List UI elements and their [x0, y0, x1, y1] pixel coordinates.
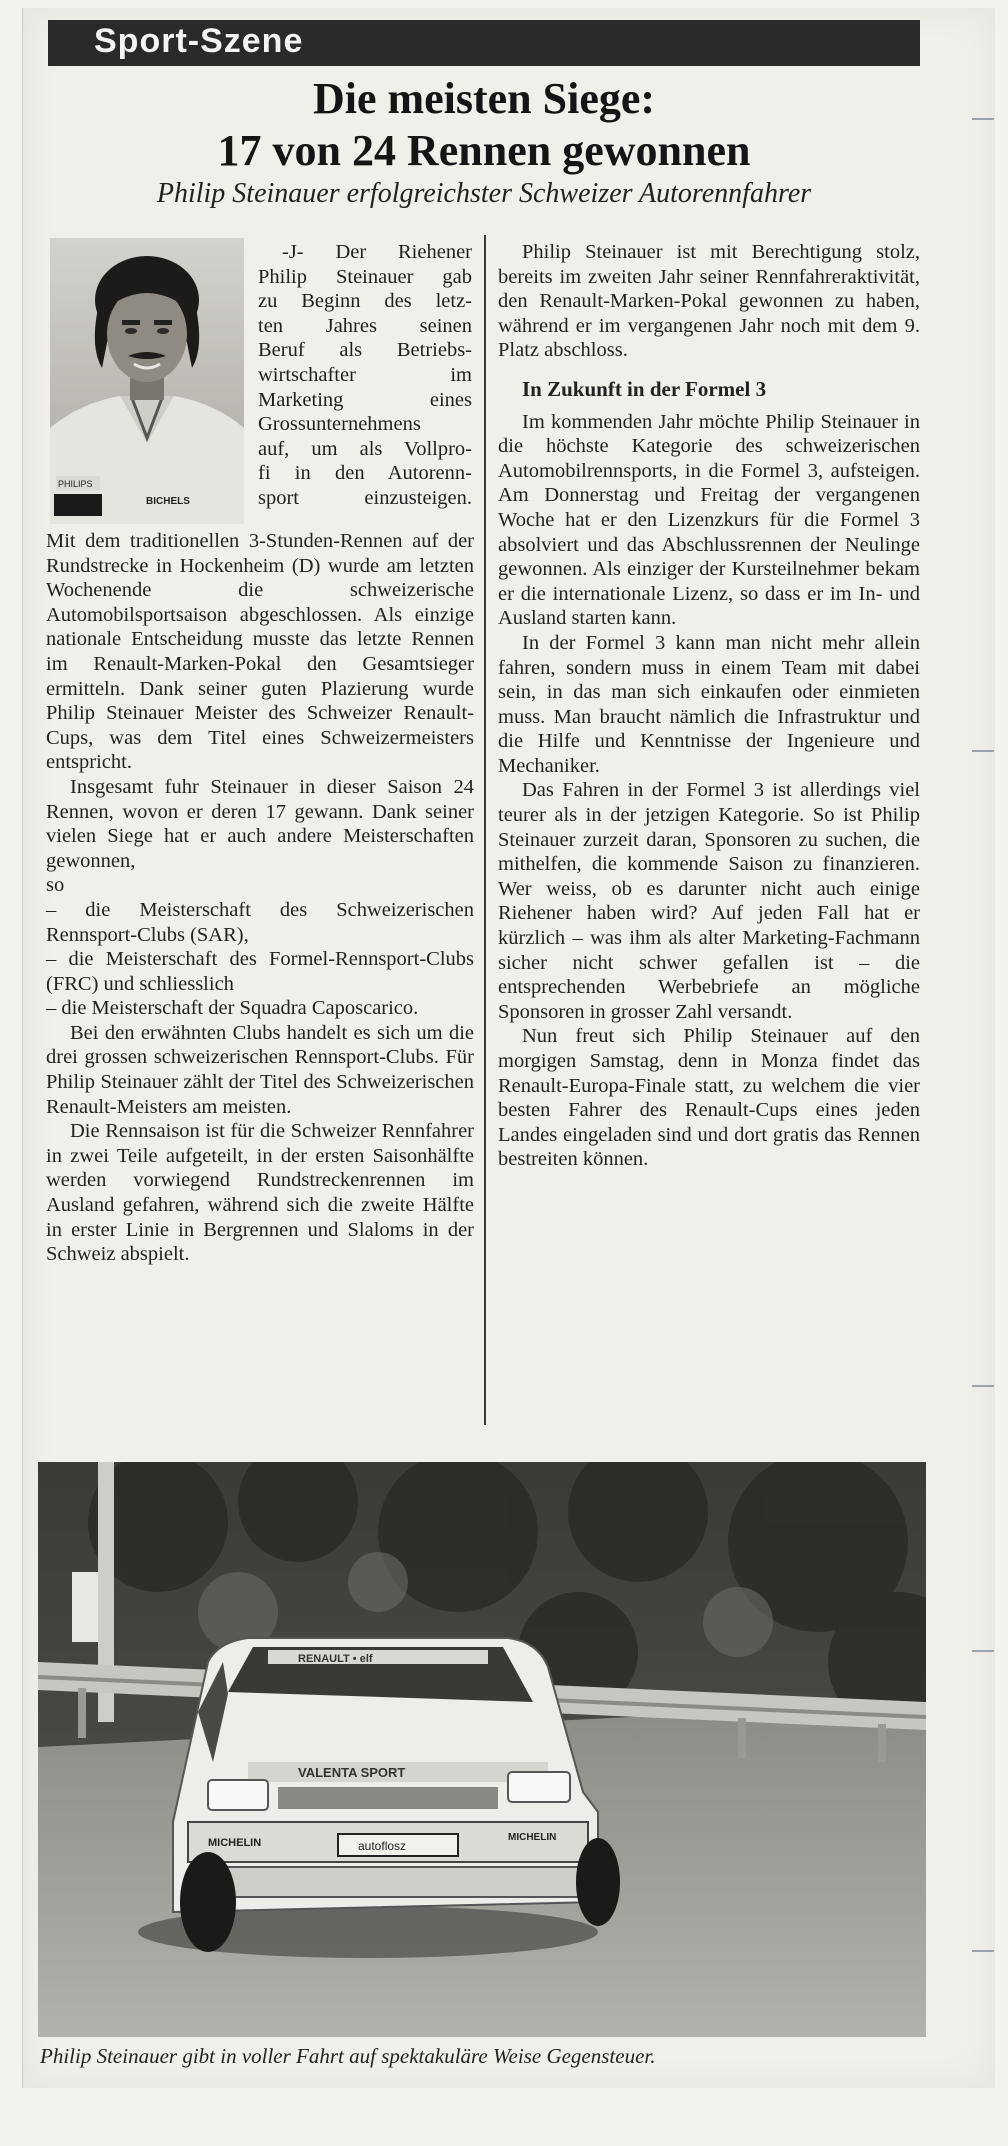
hood-sponsor: VALENTA SPORT: [298, 1765, 406, 1780]
championship-item-1: – die Meisterschaft des Schweizerischen Rennsport-Clubs (SAR),: [46, 898, 474, 946]
scan-mark: [972, 118, 994, 120]
lede-line: -J- Der Riehener: [282, 241, 472, 263]
lede-line: Marketing eines: [258, 388, 472, 411]
paragraph-clubs: Bei den erwähnten Clubs handelt es sich um die drei grossen schweizerischen Rennsport-Clubs. Für Philip Steinauer zählt der Titel des Schweizerischen Renault-Meisters am meisten.: [46, 1021, 474, 1118]
headline-line-1: Die meisten Siege:: [312, 74, 656, 123]
lede-line: zu Beginn des letz-: [258, 290, 472, 313]
lede-line: Beruf als Betriebs-: [258, 339, 472, 362]
championship-item-3: – die Meisterschaft der Squadra Caposcarico.: [46, 997, 419, 1020]
headline-line-2: 17 von 24 Rennen gewonnen: [217, 126, 751, 175]
lede-line: fi in den Autorenn-: [258, 462, 472, 485]
lede-line: ten Jahres seinen: [258, 314, 472, 337]
paragraph-team: In der Formel 3 kann man nicht mehr allein fahren, sondern muss in einem Team mit dabei sein, in das man sich einkaufen oder einmieten muss. Man braucht nämlich die Infrastruktur und die Hilfe und Kenntnisse der Ingenieure und Mechaniker.: [498, 631, 920, 777]
championship-item-2: – die Meisterschaft des Formel-Rennsport-Clubs (FRC) und schliesslich: [46, 948, 474, 995]
lede-line: sport einzusteigen.: [258, 486, 472, 509]
lede-line: wirtschafter im: [258, 363, 472, 386]
portrait-badge-left: PHILIPS: [58, 479, 93, 489]
paragraph-race-season: Die Rennsaison ist für die Schweizer Rennfahrer in zwei Teile aufgeteilt, in der ersten Saisonhälfte werden vorwiegend Rundstreckenrennen im Ausland gefahren, während sich die zweite Hälfte in erster Linie in Bergrennen und Slaloms in der Schweiz abspielt.: [46, 1120, 474, 1266]
column-rule: [484, 235, 486, 1425]
paragraph-intro-continued: Mit dem traditionellen 3-Stunden-Rennen auf der Rundstrecke in Hockenheim (D) wurde am letzten Wochenende die schweizerische Automobilsportsaison abgeschlossen. Als einzige nationale Entscheidung musste das letzte Rennen im Renault-Marken-Pokal den Gesamtsieger ermitteln. Dank seiner guten Plazierung wurde Philip Steinauer Meister des Schweizer Renault-Cups, was dem Titel eines Schweizermeisters entspricht.: [46, 530, 474, 774]
paragraph-sponsors: Das Fahren in der Formel 3 ist allerdings viel teurer als in der jetzigen Kategorie. So ist Philip Steinauer zurzeit daran, Sponsoren zu suchen, die mithelfen, die kommende Saison zu finanzieren. Wer weiss, ob es darunter nicht auch einige Riehener haben wird? Auf jeden Fall hat er kürzlich – was ihm als alter Marketing-Fachmann sicher nicht schwer gefallen ist – die entsprechenden Werbebriefe an mögliche Sponsoren in grosser Zahl versandt.: [498, 779, 920, 1023]
windshield-banner: RENAULT • elf: [298, 1653, 373, 1665]
scan-mark: [972, 1385, 994, 1387]
section-rubric-bar: [48, 20, 920, 66]
lede-line: auf, um als Vollpro-: [258, 437, 472, 460]
paragraph-so: so: [46, 874, 65, 897]
paragraph-monza: Nun freut sich Philip Steinauer auf den morgigen Samstag, denn in Monza findet das Renault-Europa-Finale statt, zu welchem die vier besten Fahrer des Renault-Cups eines jeden Landes eingeladen sind und dort gratis das Rennen bestreiten können.: [498, 1025, 920, 1171]
bumper-sponsor-right: MICHELIN: [508, 1832, 557, 1843]
scan-mark: [972, 750, 994, 752]
paragraph-pride: Philip Steinauer ist mit Berechtigung stolz, bereits im zweiten Jahr seiner Rennfahreraktivität, den Renault-Marken-Pokal gewonnen zu haben, während er im vergangenen Jahr noch mit dem 9. Platz abschloss.: [498, 241, 920, 362]
scan-mark: [972, 1950, 994, 1952]
photo-caption: Philip Steinauer gibt in voller Fahrt auf spektakuläre Weise Gegensteuer.: [40, 2044, 656, 2068]
number-plate: autoflosz: [358, 1839, 407, 1853]
section-rubric: Sport-Szene: [94, 22, 304, 60]
bumper-sponsor-left: MICHELIN: [208, 1837, 262, 1849]
lede-line: Philip Steinauer gab: [258, 265, 472, 288]
portrait-illustration: [50, 238, 244, 524]
article-column-right: [498, 240, 920, 1172]
paragraph-season: Insgesamt fuhr Steinauer in dieser Saison 24 Rennen, wovon er deren 17 gewann. Dank seiner vielen Siege hat er auch andere Meisterschaften gewonnen,: [46, 775, 474, 872]
subheadline: Philip Steinauer erfolgreichster Schweizer Autorennfahrer: [156, 178, 812, 209]
lede-line: Grossunternehmens: [258, 413, 421, 436]
section-subtitle: In Zukunft in der Formel 3: [522, 376, 767, 401]
race-car-photo: [38, 1462, 926, 2037]
portrait-badge-right: BICHELS: [146, 496, 190, 507]
portrait-photo: [50, 238, 244, 524]
scan-mark: [972, 1650, 994, 1652]
article-column-left: [46, 529, 474, 1267]
race-car-illustration: [38, 1462, 926, 2037]
paragraph-formel3: Im kommenden Jahr möchte Philip Steinauer in die höchste Kategorie des schweizerischen Automobilrennsports, in die Formel 3, aufsteigen. Am Donnerstag und Freitag der vergangenen Woche hat er den Lizenzkurs für die Formel 3 absolviert und das Abschlussrennen der Neulinge gewonnen. Als einziger der Kursteilnehmer bekam er die internationale Lizenz, so dass er im In- und Ausland starten kann.: [498, 410, 920, 630]
article-lede-wrap: [258, 240, 472, 511]
